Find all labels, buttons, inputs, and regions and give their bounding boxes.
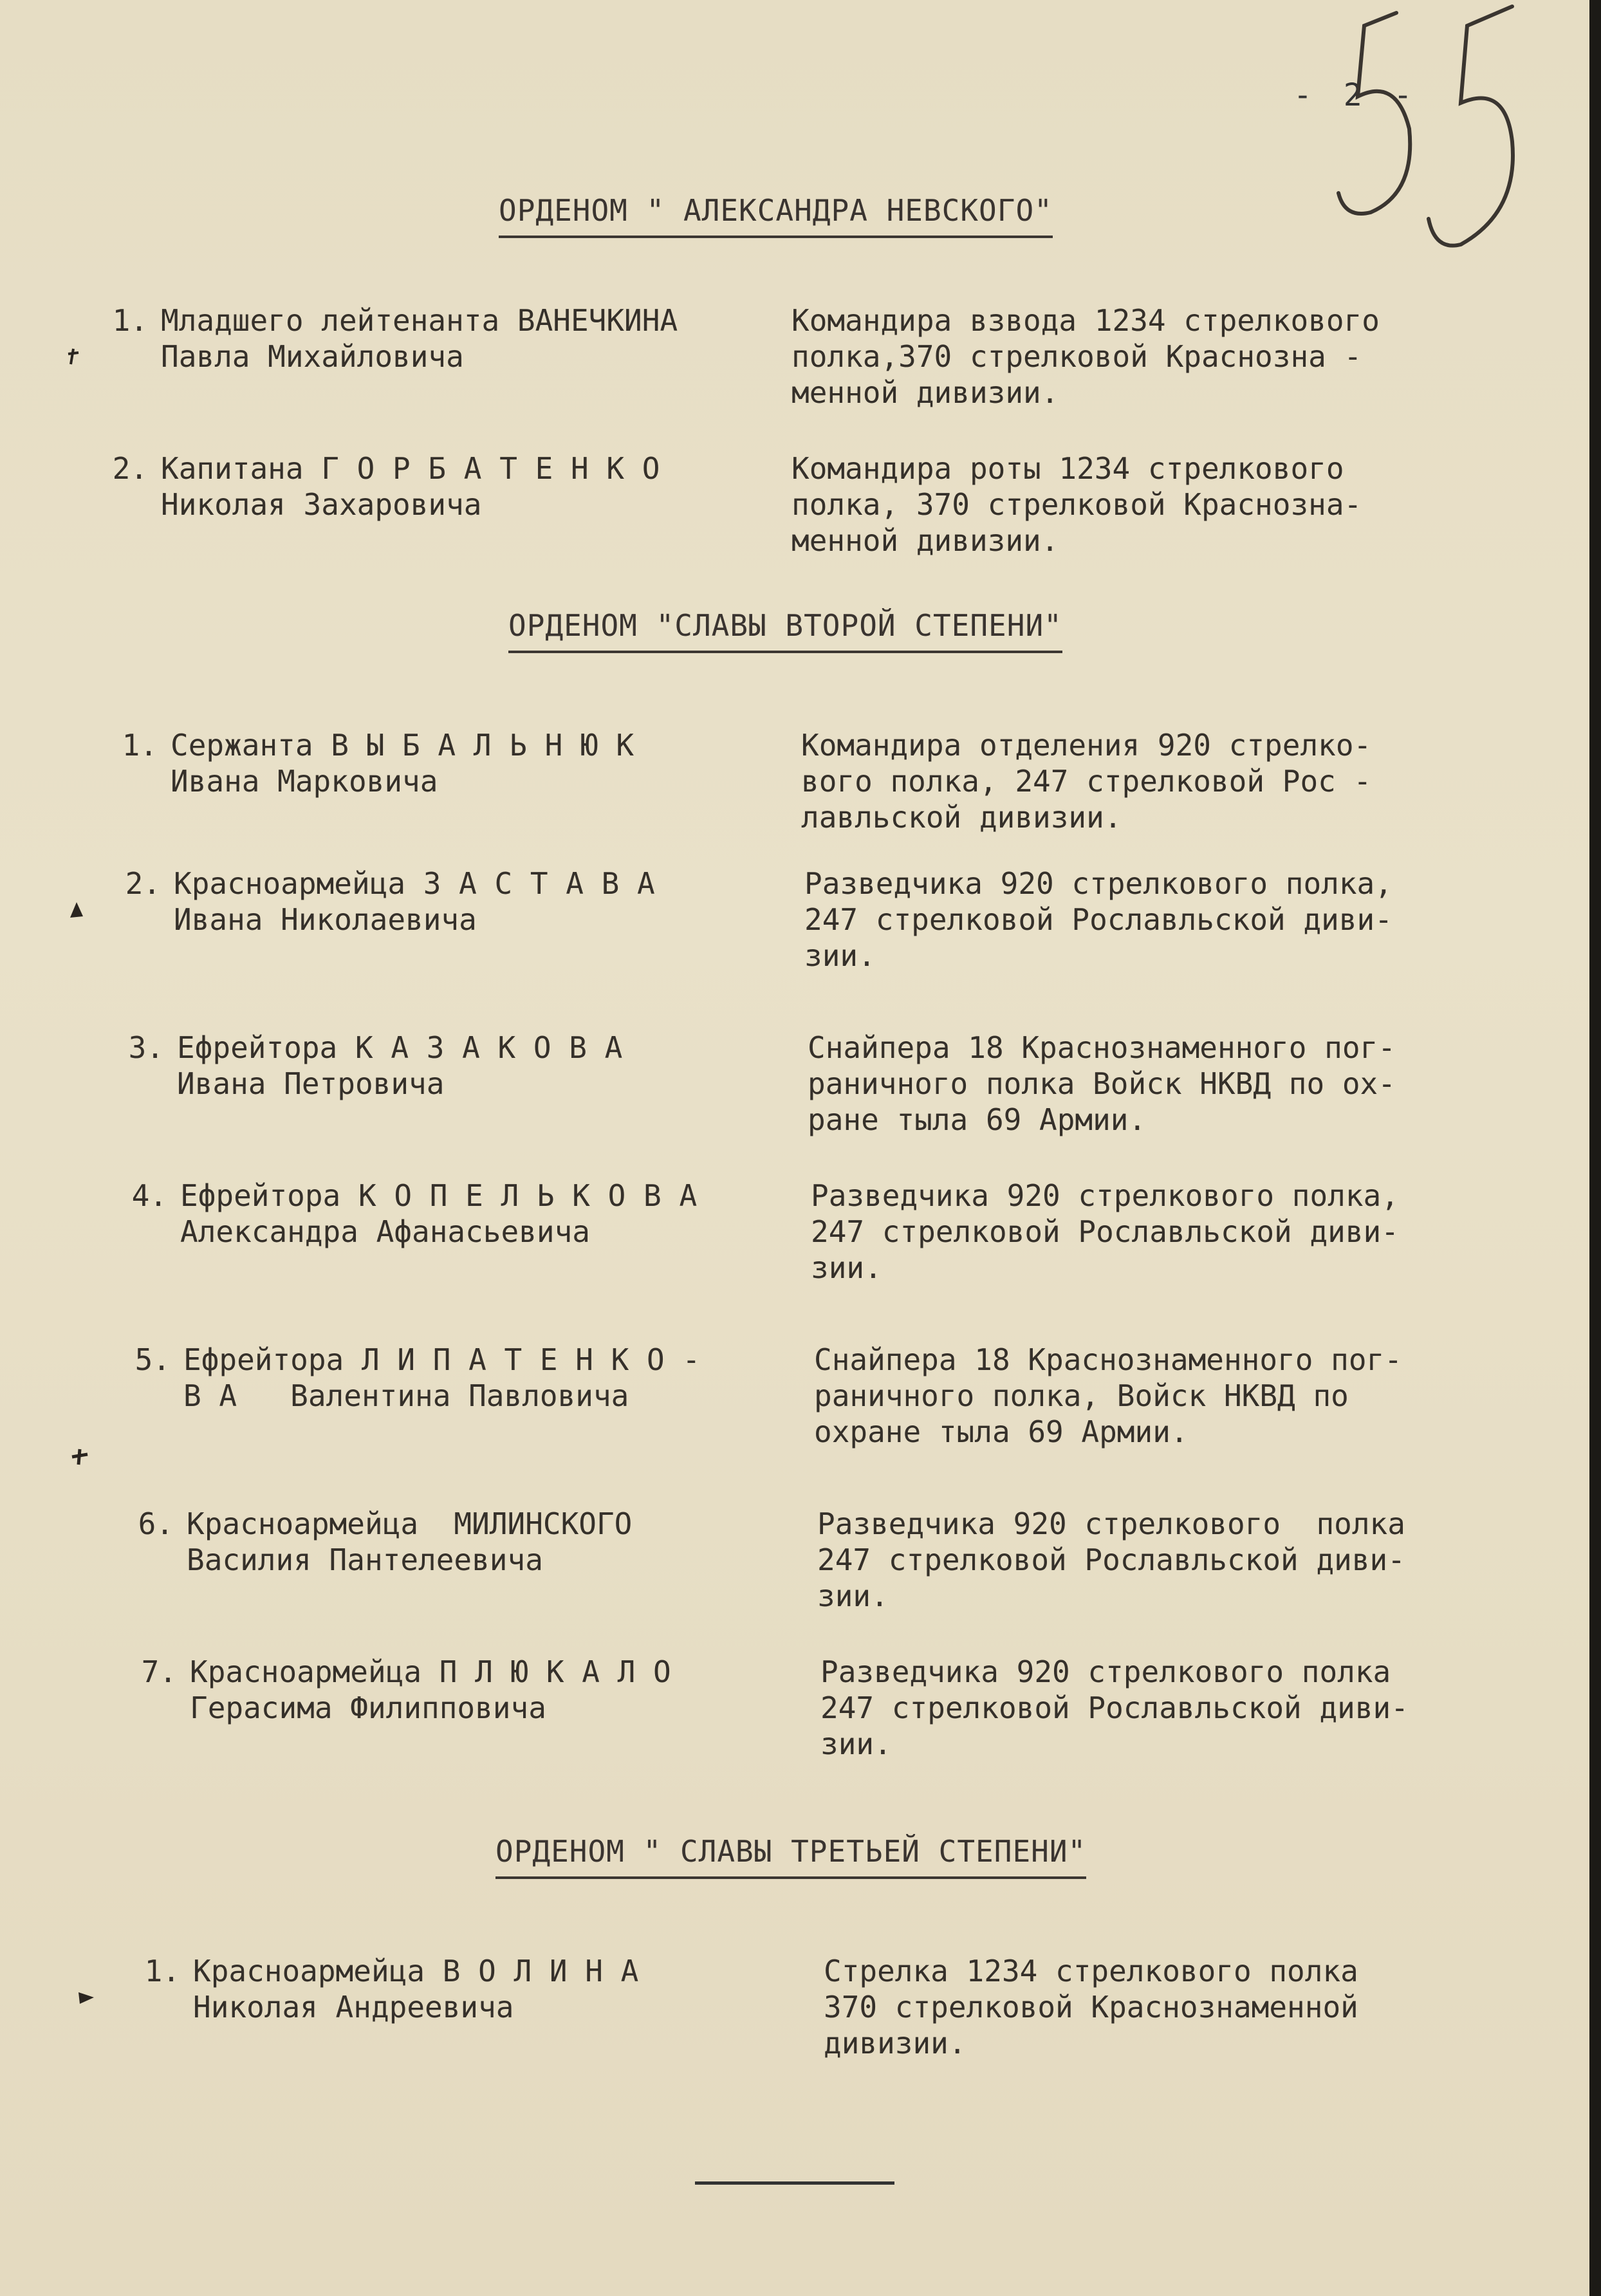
entry-name: Ефрейтора К А З А К О В А Ивана Петровича [177, 1030, 623, 1101]
entry-number: 4. [131, 1178, 167, 1213]
entry-number: 7. [141, 1654, 177, 1689]
entry-number: 2. [112, 451, 148, 486]
ink-mark-icon [68, 901, 86, 919]
entry-name: Сержанта В Ы Б А Л Ь Н Ю К Ивана Марковича [171, 728, 634, 799]
entry-unit: Разведчика 920 стрелкового полка 247 стрелковой Рославльской диви- зии. [817, 1506, 1405, 1613]
entry-unit: Разведчика 920 стрелкового полка, 247 стрелковой Рославльской диви- зии. [811, 1178, 1399, 1285]
entry-name: Ефрейтора Л И П А Т Е Н К О - В А Валентина Павловича [183, 1342, 701, 1413]
entry-unit: Командира взвода 1234 стрелкового полка,370 стрелковой Краснозна - менной дивизии. [791, 303, 1380, 410]
ink-mark-icon [64, 347, 82, 366]
entry-name: Красноармейца В О Л И Н А Николая Андреевича [193, 1954, 639, 2024]
entry-unit: Снайпера 18 Краснознаменного пог- раничного полка, Войск НКВД по охране тыла 69 Армии. [814, 1342, 1402, 1449]
entry-number: 6. [138, 1506, 174, 1541]
entry-number: 3. [128, 1030, 164, 1065]
entry-number: 2. [125, 866, 161, 901]
entry-number: 1. [112, 303, 148, 338]
entry-unit: Разведчика 920 стрелкового полка 247 стрелковой Рославльской диви- зии. [820, 1654, 1409, 1761]
entry-name: Ефрейтора К О П Е Л Ь К О В А Александра Афанасьевича [180, 1178, 698, 1249]
ink-mark-icon [71, 1448, 89, 1466]
handwritten-number [1319, 0, 1551, 283]
entry-unit: Снайпера 18 Краснознаменного пог- раничного полка Войск НКВД по ох- ране тыла 69 Армии. [808, 1030, 1396, 1137]
section-heading-glory-third-class: ОРДЕНОМ " СЛАВЫ ТРЕТЬЕЙ СТЕПЕНИ" [495, 1834, 1086, 1879]
entry-unit: Разведчика 920 стрелкового полка, 247 стрелковой Рославльской диви- зии. [804, 866, 1393, 973]
page-number: - 2 - [1293, 77, 1419, 113]
entry-number: 1. [122, 728, 158, 763]
entry-number: 5. [134, 1342, 171, 1377]
entry-name: Красноармейца З А С Т А В А Ивана Николаевича [174, 866, 655, 937]
entry-number: 1. [144, 1954, 180, 1988]
entry-name: Капитана Г О Р Б А Т Е Н К О Николая Захаровича [161, 451, 660, 522]
entry-name: Красноармейца П Л Ю К А Л О Герасима Филипповича [190, 1654, 671, 1725]
section-heading-alexander-nevsky: ОРДЕНОМ " АЛЕКСАНДРА НЕВСКОГО" [499, 193, 1053, 238]
entry-unit: Командира роты 1234 стрелкового полка, 370 стрелковой Краснозна- менной дивизии. [791, 451, 1362, 558]
closing-divider [695, 2181, 894, 2185]
section-heading-glory-second-class: ОРДЕНОМ "СЛАВЫ ВТОРОЙ СТЕПЕНИ" [508, 608, 1062, 653]
entry-unit: Командира отделения 920 стрелко- вого полка, 247 стрелковой Рос - лавльской дивизии. [801, 728, 1372, 835]
entry-unit: Стрелка 1234 стрелкового полка 370 стрелковой Краснознаменной дивизии. [824, 1954, 1358, 2060]
entry-name: Младшего лейтенанта ВАНЕЧКИНА Павла Михайловича [161, 303, 678, 374]
entry-name: Красноармейца МИЛИНСКОГО Василия Пантелеевича [187, 1506, 633, 1577]
ink-mark-icon [77, 1988, 95, 2006]
